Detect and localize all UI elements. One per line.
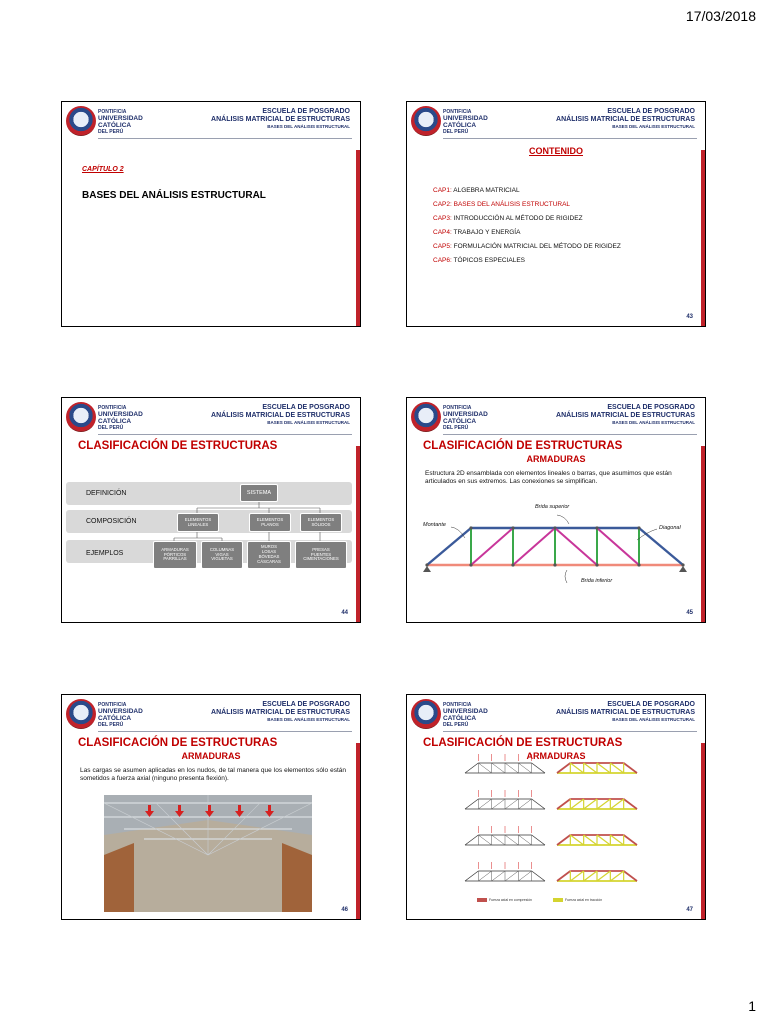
header-divider: [98, 138, 352, 139]
page-date: 17/03/2018: [685, 8, 756, 24]
slide-body-text: Las cargas se asumen aplicadas en los nudos, de tal manera que los elementos sólo están sometidos a fuerza axial (ninguno presenta flexión).: [80, 767, 346, 782]
truss-member: [492, 763, 505, 773]
slide-number: 46: [341, 907, 348, 913]
slide-header: [62, 695, 360, 739]
label-diagonal: Diagonal: [659, 525, 681, 531]
truss-force-diagrams: [407, 695, 706, 920]
slide-body-text: Estructura 2D ensamblada con elementos lineales o barras, que asumimos que están articulados en sus extremos. Las conexiones se simplifican.: [425, 470, 672, 485]
truss-member: [532, 835, 545, 845]
truss-member: [492, 835, 505, 845]
course-header: ESCUELA DE POSGRADO ANÁLISIS MATRICIAL DE ESTRUCTURAS BASES DEL ANÁLISIS ESTRUCTURAL: [211, 404, 350, 425]
header-divider: [98, 731, 352, 732]
contents-heading: CONTENIDO: [529, 146, 583, 156]
truss-member: [597, 871, 610, 881]
slide-number: 43: [686, 314, 693, 320]
truss-member: [624, 799, 637, 809]
slide-title: CLASIFICACIÓN DE ESTRUCTURAS: [78, 440, 278, 452]
truss-member: [557, 763, 570, 773]
chapter-title: BASES DEL ANÁLISIS ESTRUCTURAL: [82, 190, 266, 201]
contents-item: CAP1: ALGEBRA MATRICIAL: [433, 187, 520, 194]
truss-member: [557, 835, 570, 845]
box-elementos-lineales: ELEMENTOS LINEALES: [177, 513, 219, 532]
truss-member: [570, 835, 583, 845]
truss-member: [465, 763, 478, 773]
truss-member: [532, 871, 545, 881]
course-header: ESCUELA DE POSGRADO ANÁLISIS MATRICIAL DE ESTRUCTURAS BASES DEL ANÁLISIS ESTRUCTURAL: [211, 701, 350, 722]
slide-title: CLASIFICACIÓN DE ESTRUCTURAS: [423, 440, 623, 452]
truss-member: [624, 871, 637, 881]
truss-member: [610, 835, 623, 845]
truss-member: [610, 763, 623, 773]
truss-member: [478, 835, 491, 845]
truss-member: [584, 835, 597, 845]
truss-member: [532, 763, 545, 773]
truss-member: [557, 799, 570, 809]
box-elementos-planos: ELEMENTOS PLANOS: [249, 513, 291, 532]
truss-member: [570, 799, 583, 809]
truss-member: [465, 871, 478, 881]
truss-member: [597, 763, 610, 773]
truss-member: [557, 871, 570, 881]
truss-member: [505, 835, 518, 845]
truss-member: [518, 871, 531, 881]
truss-member: [465, 835, 478, 845]
box-ejemplos-armaduras: ARMADURAS PÓRTICOS PARRILLAS: [153, 541, 197, 569]
truss-member: [610, 799, 623, 809]
truss-member: [597, 799, 610, 809]
truss-member: [505, 871, 518, 881]
row-definicion: DEFINICIÓN: [66, 482, 352, 505]
truss-member: [570, 763, 583, 773]
truss-member: [624, 763, 637, 773]
page-number: 1: [748, 998, 756, 1014]
slide-subtitle: ARMADURAS: [526, 454, 586, 464]
contents-item: CAP3: INTRODUCCIÓN AL MÉTODO DE RIGIDEZ: [433, 215, 583, 222]
slide-header: [62, 102, 360, 146]
slide-accent-bar: [356, 743, 360, 919]
university-seal-logo: [66, 699, 96, 729]
slide-number: 44: [341, 610, 348, 616]
course-header: ESCUELA DE POSGRADO ANÁLISIS MATRICIAL DE ESTRUCTURAS BASES DEL ANÁLISIS ESTRUCTURAL: [211, 108, 350, 129]
box-sistema: SISTEMA: [240, 484, 278, 502]
slide-title: CLASIFICACIÓN DE ESTRUCTURAS: [78, 737, 278, 749]
slide-accent-bar: [701, 150, 705, 326]
truss-member: [492, 871, 505, 881]
slide-number: 45: [686, 610, 693, 616]
truss-member: [478, 763, 491, 773]
warehouse-roof-truss-photo: [104, 795, 312, 912]
slide-number: 47: [686, 907, 693, 913]
truss-member: [624, 835, 637, 845]
university-seal-logo: [411, 106, 441, 136]
course-header: ESCUELA DE POSGRADO ANÁLISIS MATRICIAL DE ESTRUCTURAS BASES DEL ANÁLISIS ESTRUCTURAL: [556, 404, 695, 425]
truss-member: [465, 799, 478, 809]
slide-4: [406, 397, 706, 623]
university-logo-text: PONTIFICIA UNIVERSIDAD CATÓLICA DEL PERÚ: [443, 109, 488, 135]
truss-diagram: [407, 398, 706, 623]
slide-6: [406, 694, 706, 920]
box-ejemplos-presas: PRESAS PUENTES CIMENTACIONES: [295, 541, 347, 569]
label-brida-superior: Brida superior: [535, 504, 570, 510]
chapter-label: CAPÍTULO 2: [82, 166, 124, 173]
slide-header: [407, 102, 705, 146]
truss-member: [570, 871, 583, 881]
legend-tension: Fuerza axial en tracción: [553, 898, 602, 902]
course-header: ESCUELA DE POSGRADO ANÁLISIS MATRICIAL DE ESTRUCTURAS BASES DEL ANÁLISIS ESTRUCTURAL: [556, 108, 695, 129]
truss-member: [518, 763, 531, 773]
slide-2: [406, 101, 706, 327]
truss-member: [532, 799, 545, 809]
truss-member: [478, 799, 491, 809]
slide-3: [61, 397, 361, 623]
slide-accent-bar: [356, 150, 360, 326]
row-composicion: COMPOSICIÓN: [66, 510, 352, 533]
university-seal-logo: [66, 106, 96, 136]
truss-member: [492, 799, 505, 809]
slide-subtitle: ARMADURAS: [526, 751, 586, 761]
truss-member: [518, 799, 531, 809]
slide-subtitle: ARMADURAS: [181, 751, 241, 761]
university-logo-text: PONTIFICIA UNIVERSIDAD CATÓLICA DEL PERÚ: [443, 405, 488, 431]
contents-item: CAP6: TÓPICOS ESPECIALES: [433, 257, 526, 264]
contents-list: [433, 184, 621, 268]
header-divider: [443, 138, 697, 139]
university-logo-text: PONTIFICIA UNIVERSIDAD CATÓLICA DEL PERÚ: [98, 702, 143, 728]
truss-member: [478, 871, 491, 881]
course-header: ESCUELA DE POSGRADO ANÁLISIS MATRICIAL DE ESTRUCTURAS BASES DEL ANÁLISIS ESTRUCTURAL: [556, 701, 695, 722]
university-logo-text: PONTIFICIA UNIVERSIDAD CATÓLICA DEL PERÚ: [98, 109, 143, 135]
label-montante: Montante: [423, 522, 446, 528]
legend-compression: Fuerza axial en compresión: [477, 898, 532, 902]
truss-member: [597, 835, 610, 845]
classification-connectors: [62, 398, 361, 623]
tension-swatch: [553, 898, 563, 902]
slide-5: [61, 694, 361, 920]
label-brida-inferior: Brida inferior: [581, 578, 613, 584]
contents-item: CAP5: FORMULACIÓN MATRICIAL DEL MÉTODO DE RIGIDEZ: [433, 243, 621, 250]
contents-item: CAP4: TRABAJO Y ENERGÍA: [433, 229, 521, 236]
truss-member: [584, 799, 597, 809]
slide-1: [61, 101, 361, 327]
university-logo-text: PONTIFICIA UNIVERSIDAD CATÓLICA DEL PERÚ: [98, 405, 143, 431]
compression-swatch: [477, 898, 487, 902]
contents-item-active: CAP2: BASES DEL ANÁLISIS ESTRUCTURAL: [433, 201, 571, 208]
truss-member: [584, 763, 597, 773]
box-ejemplos-columnas: COLUMNAS VIGAS VIGUETAS: [201, 541, 243, 569]
slide-title: CLASIFICACIÓN DE ESTRUCTURAS: [423, 737, 623, 749]
truss-member: [584, 871, 597, 881]
university-logo-text: PONTIFICIA UNIVERSIDAD CATÓLICA DEL PERÚ: [443, 702, 488, 728]
truss-member: [505, 763, 518, 773]
box-elementos-solidos: ELEMENTOS SÓLIDOS: [300, 513, 342, 532]
truss-member: [518, 835, 531, 845]
box-ejemplos-muros: MUROS LOSAS BÓVEDAS CÁSCARAS: [247, 541, 291, 569]
truss-member: [610, 871, 623, 881]
row-ejemplos: EJEMPLOS: [66, 540, 352, 563]
truss-member: [505, 799, 518, 809]
